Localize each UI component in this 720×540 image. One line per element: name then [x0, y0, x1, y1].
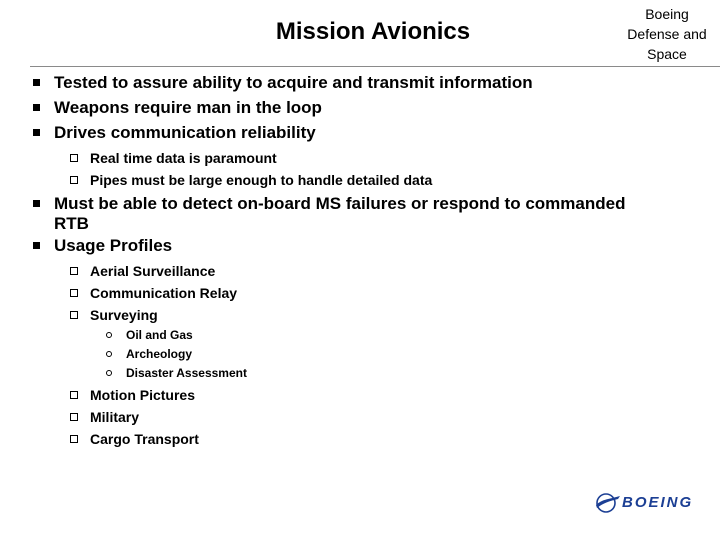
- hollow-square-bullet-icon: [70, 154, 78, 162]
- brand-line-1: Boeing: [645, 6, 689, 22]
- brand-line-2: Defense and: [627, 26, 707, 42]
- header-divider: [30, 66, 720, 67]
- hollow-circle-bullet-icon: [106, 370, 112, 376]
- hollow-circle-bullet-icon: [106, 351, 112, 357]
- hollow-circle-bullet-icon: [106, 332, 112, 338]
- logo-wordmark: BOEING: [622, 494, 694, 511]
- hollow-square-bullet-icon: [70, 267, 78, 275]
- square-bullet-icon: [33, 129, 40, 136]
- boeing-symbol-icon: [594, 490, 622, 516]
- hollow-square-bullet-icon: [70, 176, 78, 184]
- square-bullet-icon: [33, 79, 40, 86]
- hollow-square-bullet-icon: [70, 413, 78, 421]
- square-bullet-icon: [33, 104, 40, 111]
- brand-label: [617, 4, 717, 64]
- square-bullet-icon: [33, 242, 40, 249]
- hollow-square-bullet-icon: [70, 435, 78, 443]
- boeing-logo: [594, 490, 712, 516]
- hollow-square-bullet-icon: [70, 311, 78, 319]
- slide-title: Mission Avionics: [275, 18, 471, 45]
- brand-line-3: Space: [647, 46, 687, 62]
- hollow-square-bullet-icon: [70, 289, 78, 297]
- hollow-square-bullet-icon: [70, 391, 78, 399]
- square-bullet-icon: [33, 200, 40, 207]
